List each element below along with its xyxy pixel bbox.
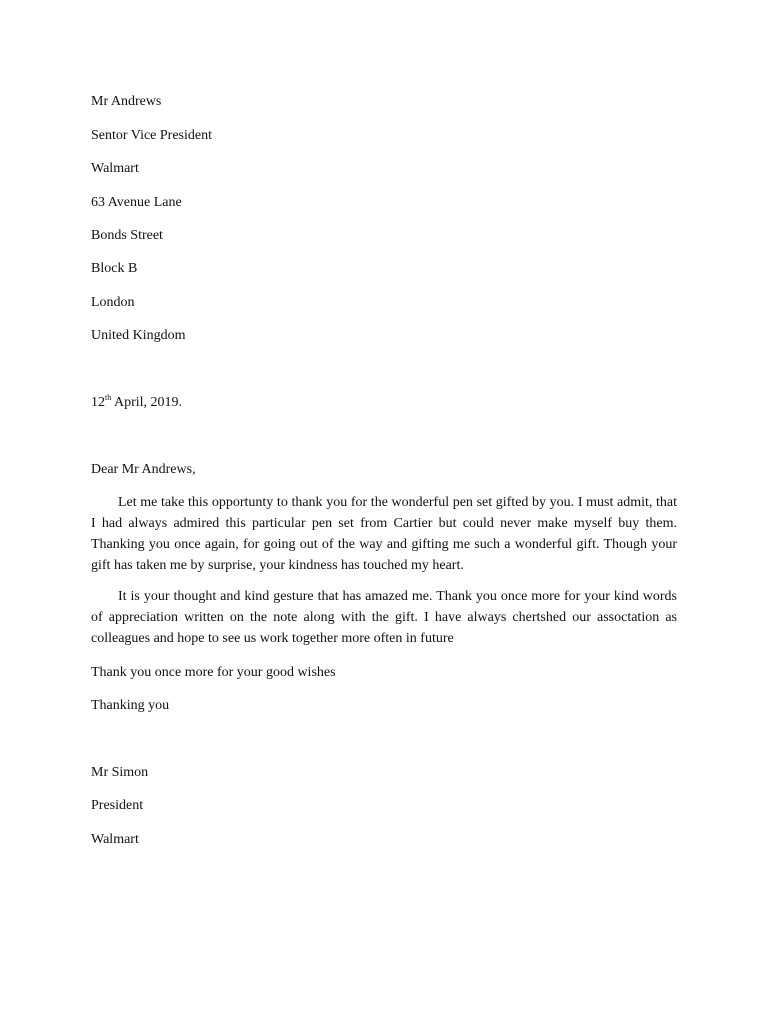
recipient-address-line-4: London	[91, 295, 135, 310]
body-paragraph-1: Let me take this opportunty to thank you for the wonderful pen set gifted by you. I must admit, that I had always admired this particular pen set from Cartier but could never make myself buy them. Thanking you once again, for going out of the way and gifting me such a wonderful gift. Though your gift has taken me by surprise, your kindness has touched my heart.	[91, 495, 677, 573]
recipient-address-line-2: Bonds Street	[91, 228, 163, 243]
date-rest: April, 2019.	[111, 395, 183, 410]
signoff: Thanking you	[91, 698, 170, 713]
letter-date	[91, 394, 182, 412]
recipient-address-line-1: 63 Avenue Lane	[91, 195, 182, 210]
sender-name: Mr Simon	[91, 765, 149, 780]
recipient-address-line-5: United Kingdom	[91, 328, 186, 343]
sender-company: Walmart	[91, 832, 139, 847]
body-paragraph-2: It is your thought and kind gesture that has amazed me. Thank you once more for your kind words of appreciation written on the note along with the gift. I have always chertshed our assoctation as colleagues and hope to see us work together more often in future	[91, 589, 677, 646]
recipient-name: Mr Andrews	[91, 94, 162, 109]
date-suffix: th	[105, 393, 112, 402]
sender-title: President	[91, 798, 144, 813]
recipient-address-line-3: Block B	[91, 261, 138, 276]
closing-line: Thank you once more for your good wishes	[91, 665, 336, 680]
recipient-title: Sentor Vice President	[91, 128, 212, 143]
recipient-company: Walmart	[91, 161, 139, 176]
date-day: 12	[91, 395, 105, 410]
salutation: Dear Mr Andrews,	[91, 462, 196, 477]
